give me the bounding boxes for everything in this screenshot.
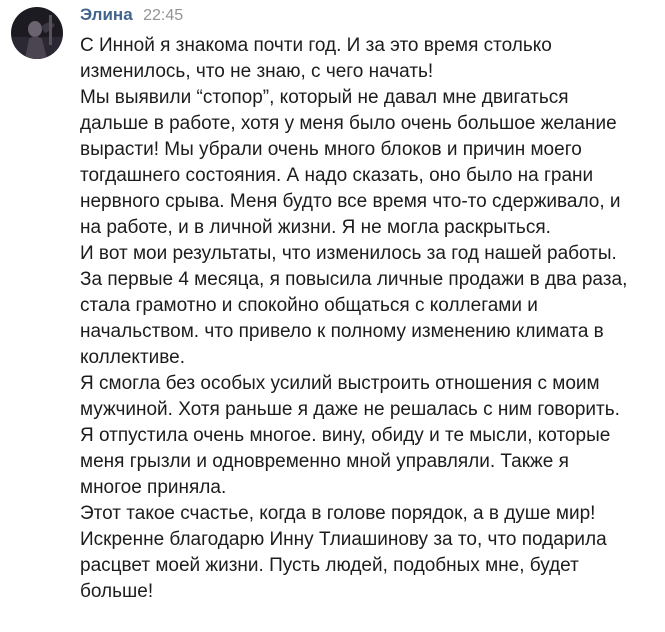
text-line: вырасти! Мы убрали очень много блоков и причин моего <box>80 139 582 160</box>
text-line: на работе, и в личной жизни. Я не могла раскрыться. <box>80 217 551 238</box>
text-line: многое приняла. <box>80 477 227 498</box>
avatar-image <box>11 7 63 59</box>
text-line: Я отпустила очень многое. вину, обиду и те мысли, которые <box>80 425 611 446</box>
avatar[interactable] <box>11 7 63 59</box>
text-line: Я смогла без особых усилий выстроить отношения с моим <box>80 373 600 394</box>
text-line: И вот мои результаты, что изменилось за год нашей работы. <box>80 243 617 264</box>
text-line: мужчиной. Хотя раньше я даже не решалась с ним говорить. <box>80 399 620 420</box>
text-line: меня грызли и одновременно мной управляли. Также я <box>80 451 569 472</box>
text-line: больше! <box>80 581 154 602</box>
author-name[interactable]: Элина <box>80 5 133 24</box>
message-header <box>80 5 183 27</box>
text-line: Этот такое счастье, когда в голове порядок, а в душе мир! <box>80 503 596 524</box>
text-line: дальше в работе, хотя у меня было очень большое желание <box>80 113 617 134</box>
text-line: Искренне благодарю Инну Тлиашинову за то, что подарила <box>80 529 607 550</box>
text-line: расцвет моей жизни. Пусть людей, подобных мне, будет <box>80 555 579 576</box>
text-line: тогдашнего состояния. А надо сказать, оно было на грани <box>80 165 594 186</box>
message-time[interactable]: 22:45 <box>143 7 184 24</box>
text-line: коллективе. <box>80 347 185 368</box>
text-line: С Инной я знакома почти год. И за это время столько <box>80 35 552 56</box>
text-line: Мы выявили “стопор”, который не давал мне двигаться <box>80 87 569 108</box>
text-line: стала грамотно и спокойно общаться с коллегами и <box>80 295 538 316</box>
text-line: изменилось, что не знаю, с чего начать! <box>80 61 434 82</box>
text-line: начальством. что привело к полному изменению климата в <box>80 321 604 342</box>
message-text <box>80 33 660 605</box>
text-line: За первые 4 месяца, я повысила личные продажи в два раза, <box>80 269 628 290</box>
text-line: нервного срыва. Меня будто все время что-то сдерживало, и <box>80 191 621 212</box>
